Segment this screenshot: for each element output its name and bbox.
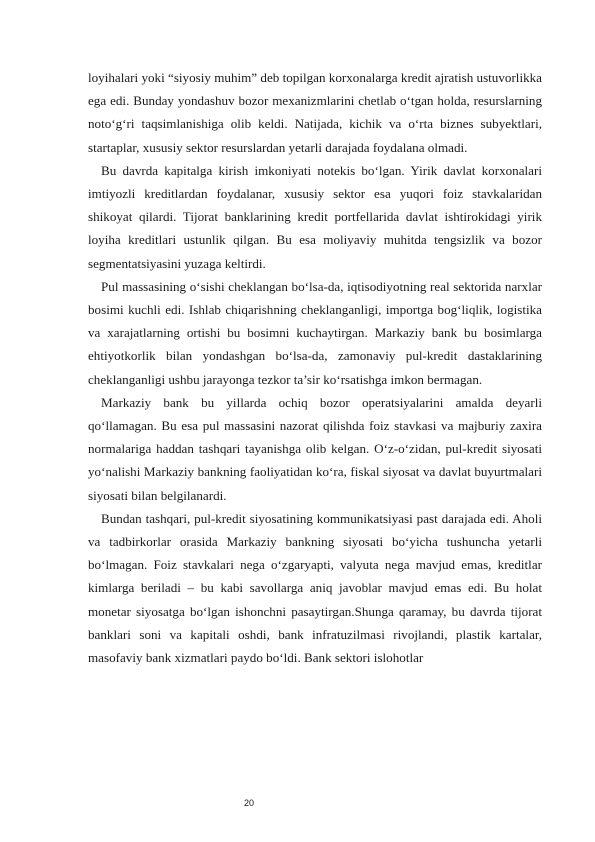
paragraph-4: Markaziy bank bu yillarda ochiq bozor operatsiyalarini amalda deyarli qo‘llamagan. Bu esa pul massasini nazorat qilishda foiz stavkasi va majburiy zaxira normalariga haddan tashqari tayanishga olib kelgan. O‘z-o‘zidan, pul-kredit siyosati yo‘nalishi Markaziy bankning faoliyatidan ko‘ra, fiskal siyosat va davlat buyurtmalari siyosati bilan belgilanardi. [88,394,542,503]
paragraph-3: Pul massasining o‘sishi cheklangan bo‘lsa-da, iqtisodiyotning real sektorida narxlar bosimi kuchli edi. Ishlab chiqarishning cheklanganligi, importga bog‘liqlik, logistika va xarajatlarning ortishi bu bosimni kuchaytirgan. Markaziy bank bu bosimlarga ehtiyotkorlik bilan yondashgan bo‘lsa-da, zamonaviy pul-kredit dastaklarining cheklanganligi ushbu jarayonga tezkor ta’sir ko‘rsatishga imkon bermagan. [88,278,542,387]
body-text [88,66,542,669]
page-number: 20 [244,798,255,808]
paragraph-2: Bu davrda kapitalga kirish imkoniyati notekis bo‘lgan. Yirik davlat korxonalari imtiyozli kreditlardan foydalanar, xususiy sektor esa yuqori foiz stavkalaridan shikoyat qilardi. Tijorat banklarining kredit portfellarida davlat ishtirokidagi yirik loyiha kreditlari ustunlik qilgan. Bu esa moliyaviy muhitda tengsizlik va bozor segmentatsiyasini yuzaga keltirdi. [88,162,542,271]
paragraph-1: loyihalari yoki “siyosiy muhim” deb topilgan korxonalarga kredit ajratish ustuvorlikka ega edi. Bunday yondashuv bozor mexanizmlarini chetlab o‘tgan holda, resurslarning noto‘g‘ri taqsimlanishiga olib keldi. Natijada, kichik va o‘rta biznes subyektlari, startaplar, xususiy sektor resurslardan yetarli darajada foydalana olmadi. [88,70,542,155]
paragraph-5: Bundan tashqari, pul-kredit siyosatining kommunikatsiyasi past darajada edi. Aholi va tadbirkorlar orasida Markaziy bankning siyosati bo‘yicha tushuncha yetarli bo‘lmagan. Foiz stavkalari nega o‘zgaryapti, valyuta nega mavjud emas, kreditlar kimlarga beriladi – bu kabi savollarga aniq javoblar mavjud emas edi. Bu holat monetar siyosatga bo‘lgan ishonchni pasaytirgan.Shunga qaramay, bu davrda tijorat banklari soni va kapitali oshdi, bank infratuzilmasi rivojlandi, plastik kartalar, masofaviy bank xizmatlari paydo bo‘ldi. Bank sektori islohotlar [88,510,542,666]
